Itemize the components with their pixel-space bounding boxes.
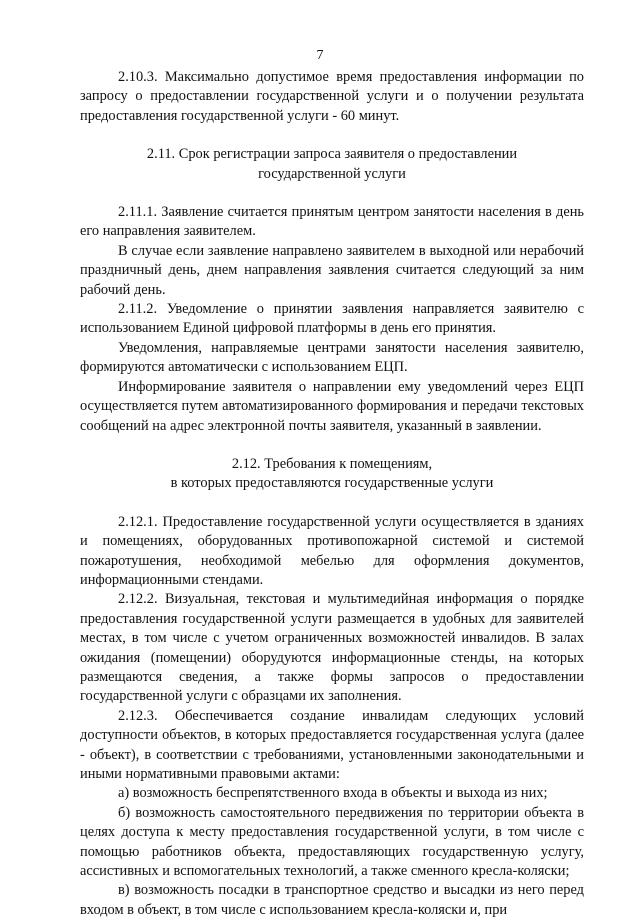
paragraph-informing: Информирование заявителя о направлении ему уведомлений через ЕЦП осуществляется путем автоматизированного формирования и передачи текстовых сообщений на адрес электронной почты заявителя, указанный в заявлении. xyxy=(80,378,584,434)
paragraph-2-12-2: 2.12.2. Визуальная, текстовая и мультимедийная информация о порядке предоставления государственной услуги размещается в удобных для заявителей местах, в том числе с учетом ограниченных возможностей инвалидов. В залах ожидания (помещении) оборудуются информационные стенды, на которых размещаются сведения, а также формы запросов о предоставлении государственной услуги с образцами их заполнения. xyxy=(80,591,584,705)
section-title-line: в которых предоставляются государственные услуги xyxy=(170,475,494,492)
section-title-line: государственной услуги xyxy=(258,165,406,182)
paragraph-2-11-2: 2.11.2. Уведомление о принятии заявления направляется заявителю с использованием Единой цифровой платформы в день его принятия. xyxy=(80,301,584,337)
spacer xyxy=(80,184,584,203)
paragraph-2-12-3: 2.12.3. Обеспечивается создание инвалидам следующих условий доступности объектов, в которых предоставляется государственная услуга (далее - объект), в соответствии с требованиями, установленными законодательными и иными нормативными правовыми актами: xyxy=(80,707,584,782)
list-item-v: в) возможность посадки в транспортное средство и высадки из него перед входом в объект, в том числе с использованием кресла-коляски и, при xyxy=(80,882,584,918)
section-title-2-11 xyxy=(80,145,584,184)
section-title-line: 2.11. Срок регистрации запроса заявителя о предоставлении xyxy=(146,146,518,163)
paragraph-notifications: Уведомления, направляемые центрами занятости населения заявителю, формируются автоматически с использованием ЕЦП. xyxy=(80,339,584,376)
spacer xyxy=(80,436,584,455)
section-title-line: 2.12. Требования к помещениям, xyxy=(231,455,433,472)
spacer xyxy=(80,494,584,513)
document-body xyxy=(80,68,584,920)
section-title-2-12 xyxy=(80,455,584,494)
paragraph-2-12-1: 2.12.1. Предоставление государственной услуги осуществляется в зданиях и помещениях, оборудованных противопожарной системой и системой пожаротушения, необходимой мебелью для оформления документов, информационными стендами. xyxy=(80,513,584,588)
list-item-a: а) возможность беспрепятственного входа в объекты и выхода из них; xyxy=(118,785,548,802)
spacer xyxy=(80,126,584,145)
paragraph-2-11-1: 2.11.1. Заявление считается принятым центром занятости населения в день его направления заявителем. xyxy=(80,204,584,240)
list-item-b: б) возможность самостоятельного передвижения по территории объекта в целях доступа к месту предоставления государственной услуги, в том числе с помощью работников объекта, предоставляющих государственную услугу, ассистивных и вспомогательных технологий, а также сменного кресла-коляски; xyxy=(80,804,584,880)
paragraph-weekend-rule: В случае если заявление направлено заявителем в выходной или нерабочий праздничный день, днем направления заявления считается следующий за ним рабочий день. xyxy=(80,242,584,298)
page-number: 7 xyxy=(316,48,324,63)
paragraph-2-10-3: 2.10.3. Максимально допустимое время предоставления информации по запросу о предоставлении государственной услуги и о получении результата предоставления государственной услуги - 60 минут. xyxy=(80,69,584,124)
